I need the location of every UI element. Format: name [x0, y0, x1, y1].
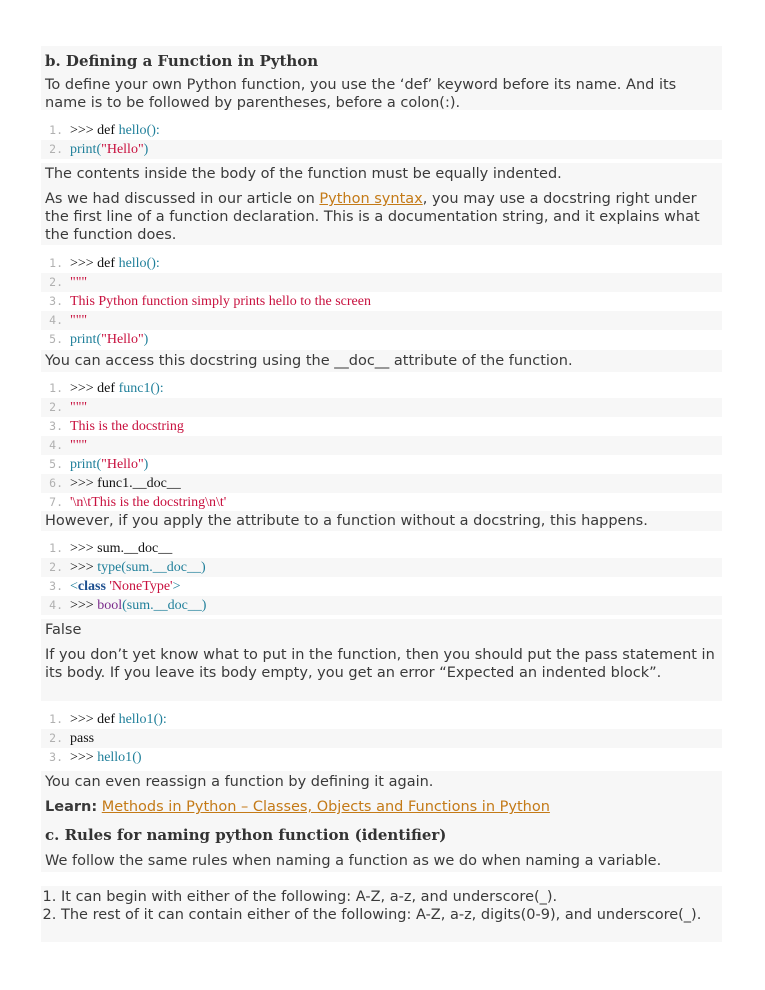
- code-block-func1: [41, 379, 722, 512]
- docstring-section: [41, 163, 722, 245]
- list-item: 2. The rest of it can contain either of the following: A-Z, a-z, digits(0-9), and underscore(_).: [61, 906, 721, 924]
- code-line: 2. >>> type(sum.__doc__): [41, 558, 722, 577]
- false-output: False: [45, 622, 82, 638]
- code-line: 2. """: [41, 398, 722, 417]
- code-line: 4. """: [41, 436, 722, 455]
- section-b-intro: To define your own Python function, you use the ‘def’ keyword before its name. And its name is to be followed by parentheses, before a colon(:).: [45, 77, 677, 111]
- learn-line: [45, 798, 550, 816]
- indent-paragraph: The contents inside the body of the function must be equally indented.: [45, 166, 562, 182]
- code-line: 3. This is the docstring: [49, 419, 184, 434]
- code-line: 1. >>> def hello():: [49, 123, 160, 138]
- code-line: 2. pass: [41, 729, 722, 748]
- list-item: 1. It can begin with either of the following: A-Z, a-z, and underscore(_).: [61, 888, 721, 906]
- code-line: 7. '\n\tThis is the docstring\n\t': [49, 495, 227, 510]
- learn-label: Learn:: [45, 799, 98, 815]
- section-c-intro: We follow the same rules when naming a function as we do when naming a variable.: [45, 853, 662, 869]
- reassign-paragraph: You can even reassign a function by defining it again.: [45, 774, 434, 790]
- access-paragraph: You can access this docstring using the __doc__ attribute of the function.: [45, 353, 573, 369]
- section-b-title: b. Defining a Function in Python: [45, 52, 319, 70]
- code-line: 2. """: [41, 273, 722, 292]
- code-line: 1. >>> def hello1():: [49, 712, 167, 727]
- pass-section: [41, 619, 722, 701]
- code-line: 2. print("Hello"): [41, 140, 722, 159]
- code-line: 1. >>> def func1():: [49, 381, 164, 396]
- rules-list-block: [41, 886, 722, 942]
- code-line: 3. <class 'NoneType'>: [49, 579, 181, 594]
- code-line: 6. >>> func1.__doc__: [41, 474, 722, 493]
- pass-paragraph: If you don’t yet know what to put in the function, then you should put the pass statement in its body. If you leave its body empty, you get an error “Expected an indented block”.: [45, 647, 715, 681]
- nodoc-paragraph: However, if you apply the attribute to a function without a docstring, this happens.: [45, 513, 648, 529]
- section-c-block: [41, 771, 722, 872]
- code-line: 5. print("Hello"): [49, 332, 149, 347]
- code-line: 1. >>> def hello():: [49, 256, 160, 271]
- section-b: [41, 46, 722, 110]
- code-line: 4. """: [41, 311, 722, 330]
- code-block-sum-doc: [41, 539, 722, 615]
- nodoc-section: [41, 511, 722, 531]
- code-block-pass: [41, 710, 722, 767]
- section-c-title: c. Rules for naming python function (identifier): [45, 826, 447, 844]
- code-block-docstring: [41, 254, 722, 349]
- code-line: 3. This Python function simply prints hello to the screen: [49, 294, 371, 309]
- code-block-hello: [41, 121, 722, 159]
- rules-list: [41, 888, 721, 924]
- code-line: 1. >>> sum.__doc__: [49, 541, 173, 556]
- code-line: 3. >>> hello1(): [49, 750, 142, 765]
- python-syntax-link[interactable]: Python syntax: [319, 191, 423, 207]
- code-line: 4. >>> bool(sum.__doc__): [41, 596, 722, 615]
- docstring-paragraph: As we had discussed in our article on Python syntax, you may use a docstring right under the first line of a function declaration. This is a documentation string, and it explains what the function does.: [45, 191, 700, 243]
- access-section: [41, 350, 722, 372]
- code-line: 5. print("Hello"): [49, 457, 149, 472]
- methods-link[interactable]: Methods in Python – Classes, Objects and Functions in Python: [101, 799, 550, 815]
